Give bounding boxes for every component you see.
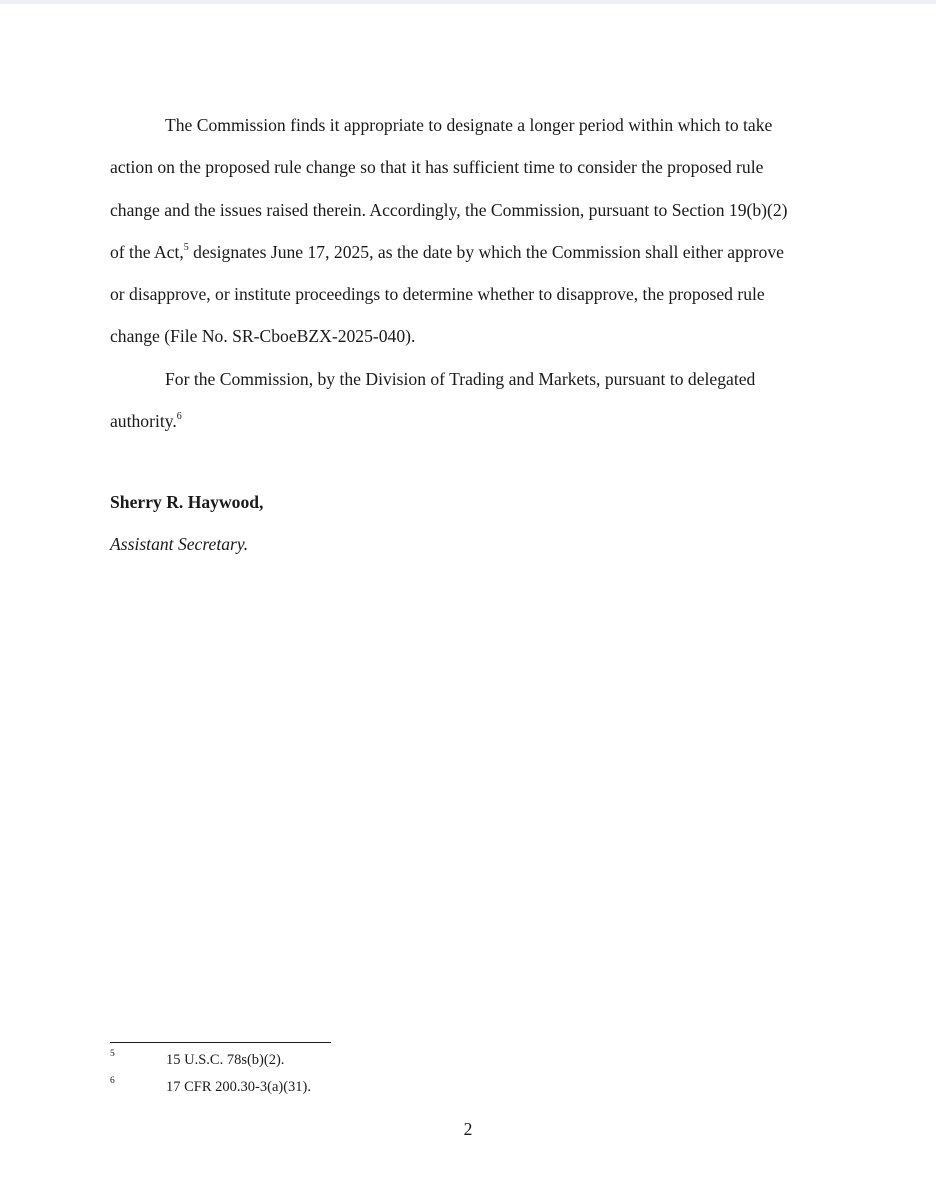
- paragraph-line: change and the issues raised therein. Accordingly, the Commission, pursuant to Section 19(b)(2): [110, 199, 788, 220]
- footnote-number: 6: [110, 1076, 115, 1086]
- footnote-separator: [110, 1042, 331, 1043]
- footnote-number: 5: [110, 1049, 115, 1059]
- paragraph-line: [110, 231, 826, 273]
- paragraph-line: For the Commission, by the Division of Trading and Markets, pursuant to delegated: [165, 368, 756, 389]
- paragraph-text: authority.: [110, 411, 177, 432]
- page-number: 2: [463, 1119, 473, 1139]
- signer-title: Assistant Secretary.: [110, 534, 249, 554]
- paragraph-line: action on the proposed rule change so that it has sufficient time to consider the proposed rule: [110, 157, 764, 178]
- footnote-text: 15 U.S.C. 78s(b)(2).: [166, 1052, 285, 1068]
- signer-name: Sherry R. Haywood,: [110, 492, 264, 512]
- footnote-reference: 6: [176, 411, 182, 423]
- footnote-reference: 5: [183, 241, 189, 253]
- paragraph-text: designates June 17, 2025, as the date by which the Commission shall either approve: [188, 241, 784, 262]
- page-top-edge: [0, 0, 936, 4]
- paragraph-line: or disapprove, or institute proceedings to determine whether to disapprove, the proposed rule: [110, 284, 765, 305]
- paragraph-line: The Commission finds it appropriate to designate a longer period within which to take: [165, 115, 773, 135]
- paragraph-line: [110, 400, 826, 442]
- footnote-text: 17 CFR 200.30-3(a)(31).: [166, 1079, 311, 1095]
- paragraph-line: change (File No. SR-CboeBZX-2025-040).: [110, 326, 416, 347]
- document-body: [110, 104, 826, 442]
- paragraph-text: of the Act,: [110, 241, 184, 262]
